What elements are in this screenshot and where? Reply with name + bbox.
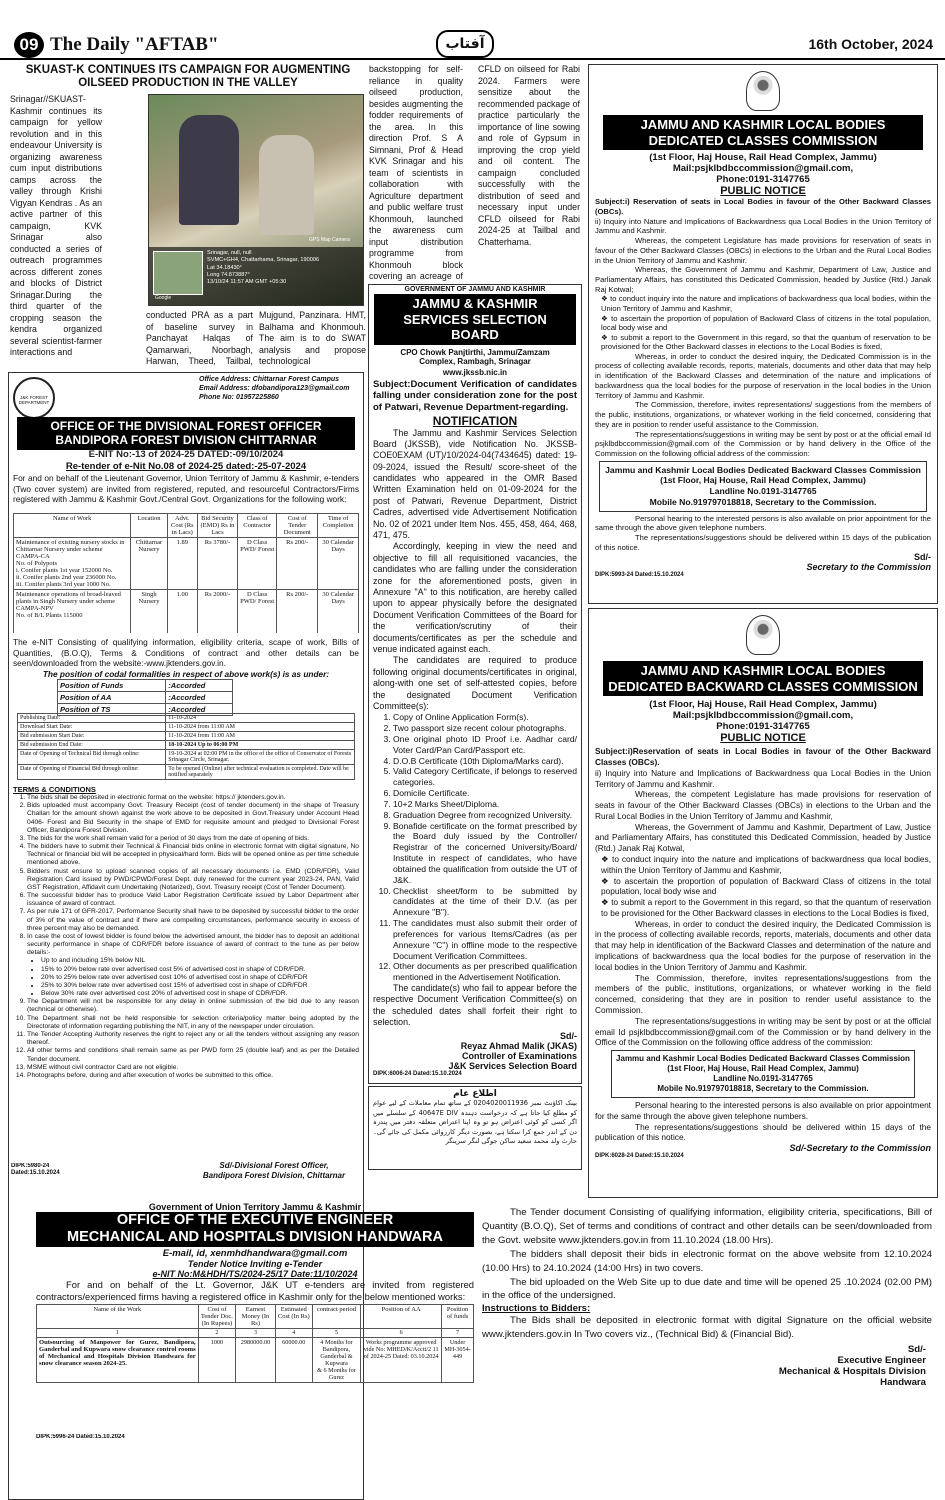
terms-text: The Department shall not be held responsible for selection criteria/policy matter being adopted by the Directorate of information regarding publishing the NIT, in any of the newspaper under circulation. bbox=[27, 1014, 359, 1030]
terms-item bbox=[27, 892, 359, 908]
table-cell: Chittarnar Nursery bbox=[131, 538, 167, 590]
table-cell: 6 bbox=[361, 1329, 442, 1338]
document-item: 9. Bonafide certificate on the format prescribed by the Board duly issued by the Controller/ Registrar of the concerned University/Board/ Institute in respect of candidates, who have obtained the qualification from outside the UT of J&K. bbox=[393, 821, 577, 886]
slab-item: • Below 30% rate over advertised cost 20% of advertised cost in shape of CDR/FDR. bbox=[41, 990, 359, 998]
table-cell: Publishing Date: bbox=[18, 714, 166, 723]
exen-tender-right: The Tender document Consisting of qualifying information, eligibility criteria, specifications, Bill of Quantity (B.O.Q), Set of terms and conditions of contract and other details can be seen/downloaded from the Govt. website www.jktenders.gov.in from 11.10.2024 (18.00 Hrs). The bidders shall deposit their bids in electronic format on the above website from 12.10.2024 (10.00 Hrs) to 24.10.2024 (14:00 Hrs) in two covers. The bid uploaded on the Web Site up to due date and time will be opened 25 .10.2024 (02.00 PM) in the office of the undersigned. Instructions to Bidders: The Bids shall be deposited in electronic format with digital Signature on the official website www.jktenders.gov.in In Two covers viz., (Technical Bid) & (Financial Bid). Sd/- Executive Engineer Mechanical & Hospitals Division Handwara bbox=[482, 1207, 932, 1389]
document-item: 3. One original photo ID Proof i.e. Aadhar card/ Voter Card/Pan Card/Passport etc. bbox=[393, 734, 577, 756]
paper-logo: آفتاب bbox=[436, 30, 494, 58]
codal-table bbox=[57, 679, 233, 716]
table-header: Name of Work bbox=[14, 514, 131, 538]
terms-text: The Tender Accepting Authority reserves the right to reject any or all the tenders without assigning any reason thereof. bbox=[27, 1030, 359, 1047]
table-cell: Outsourcing of Manpower for Gurez, Bandipora, Ganderbal and Kupwara snow clearance control rooms of Mechanical and Hospitals Division Handwara for snow clearance season 2024-25. bbox=[37, 1338, 199, 1383]
terms-text: All other terms and conditions shall remain same as per PWD form 25 (double leaf) and as per the Detailed Tender document. bbox=[27, 1047, 359, 1063]
skuast-col1: Srinagar//SKUAST-Kashmir continues its campaign for yellow revolution and in this endeavour University is organizing awareness cum input distributions camps across the valley through Krishi Vigyan Kendras . As an active partner of this campaign, KVK Srinagar also conducted a series of outreach programmes across different zones and blocks of District Srinagar.During the third quarter of the cropping season the kendra organized several scientist-farmer interactions and bbox=[10, 94, 102, 358]
terms-text: Bidders must ensure to upload scanned copies of all necessary documents i.e. EMD (CDR/FDR), Valid Registration Card issued by PWD/CPWD/Forest Dept. duly renewed for the current year 2023-24, PAN, Valid GST Registration, Affidavit cum Undertaking (Notarized), Govt. Treasury receipt (Cost of Tender Document). bbox=[27, 867, 359, 891]
forest-intro: For and on behalf of the Lieutenant Governor, Union Territory of Jammu & Kashmir, e-tenders (Two cover system) are invited from registered, reputed, and resourceful Contractors/Firms registered with Jammu & Kashmir Govt./Central Govt. Organizations for the following work: bbox=[13, 473, 359, 505]
terms-item bbox=[27, 1064, 359, 1072]
skuast-col2: backstopping for self-reliance in quality oilseed production, besides augmenting the fodder requirements of the area. In this direction Prof. S A Simnani, Prof & Head KVK Srinagar and his team of scientists in collaboration with Agriculture department and public welfare trust Khonmouh, launched the awareness cum input distribution programme from Khonmouh block covering an acreage of bbox=[369, 64, 463, 282]
table-header: Advt. Cost (Rs in Lacs) bbox=[167, 514, 197, 538]
photo-gps-overlay: Srinagar, null, null SVMC+GH4, Chattarhama, Srinagar, 190006 Lat 34.18430° Long 74.873887° 13/10/24 11:57 AM GMT +05:30 Google bbox=[149, 247, 364, 306]
table-row bbox=[18, 714, 355, 723]
terms-text: The bidders have to submit their Technical & Financial bids online in electronic format with digital signature, No Technical or financial bid will be accepted in physical/hard form. Bids will be opened online as per time schedule mentioned above. bbox=[27, 843, 359, 867]
table-cell: Date of Opening of Financial Bid through online: bbox=[18, 765, 166, 780]
table-cell: 2980000.00 bbox=[236, 1338, 276, 1383]
jkssb-notice: GOVERNMENT OF JAMMU AND KASHMIR JAMMU & KASHMIR SERVICES SELECTION BOARD CPO Chowk Panjtirthi, Jammu/Zamzam Complex, Rambagh, Srinagar www.jkssb.nic.in Subject:Document Verification of candidates falling under consideration zone for the post of Patwari, Revenue Department-regarding. NOTIFICATION The Jammu and Kashmir Services Selection Board (JKSSB), vide Notification No. JKSSB-COE0EXAM (UT)/10/2024-04(7434645) dated: 19-09-2024, issued the Result/ score-sheet of the candidates who appeared in the OMR Based Written Examination held on 01-09-2024 for the post of Patwari, Revenue Department, District Cadres, advertised vide Advertisement Notification No. 02 of 2021 under Item Nos. 455, 458, 464, 468, 471, 475. Accordingly, keeping in view the need and objective to fill all requisitioned vacancies, the candidates who are falling under the consideration zone for the aforementioned posts, given in Annexure "A" to this notification, are hereby called upon to appear physically before the designated Document Verification Committees of the Board for the verification/scrutiny of their documents/certificates as per the schedule and venue indicated against each. The candidates are required to produce following original documents/certificates in original, along-with one set of self-attested copies, before the designated Document Verification Committee(s): 1. Copy of Online Application Form(s). 2. Two passport size recent colour photographs. 3. One original photo ID Proof i.e. Aadhar card/ Voter Card/Pan Card/Passport etc. 4. D.O.B Certificate (10th Diploma/Marks card). 5. Valid Category Certificate, if belongs to reserved categories. 6. Domicile Certificate. 7. 10+2 Marks Sheet/Diploma. 8. Graduation Degree from recognized University. 9. Bonafide certificate on the format prescribed by the Board duly issued by the Controller/ Registrar of the concerned University/Board/ Institute in respect of candidates, who have obtained the qualification from outside the UT of J&K. 10. Checklist sheet/form to be submitted by candidates at the time of their D.V. (as per Annexure "B"). 11. The candidates must also submit their order of preferences for various Items/Cadres (as per Annexure "C") in offline mode to the respective Document Verification Committees. 12. Other documents as per prescribed qualification mentioned in the Advertisement Notification. The candidate(s) who fail to appear before the respective Document Verification Committee(s) on the scheduled dates shall forfeit their right to selection. Sd/- Reyaz Ahmad Malik (JKAS) Controller of Examinations J&K Services Selection Board DIPK:6006-24 Dated:15.10.2024 bbox=[368, 284, 582, 1084]
table-cell: 4 Months for Bandipora, Ganderbal & Kupwara & 6 Months for Gurez bbox=[312, 1338, 361, 1383]
table-cell: Bid submission End Date: bbox=[18, 741, 166, 750]
table-header-row bbox=[37, 1305, 474, 1329]
document-item: 11. The candidates must also submit their order of preferences for various Items/Cadres (as per Annexure "C") in offline mode to the respective Document Verification Committees. bbox=[393, 918, 577, 961]
table-row bbox=[14, 590, 359, 634]
terms-item bbox=[27, 794, 359, 802]
table-header: Location bbox=[131, 514, 167, 538]
table-cell: Works programme approved vide No: MHED/K/Acctt/2 11 of 2024-25 Dated: 03.10.2024 bbox=[361, 1338, 442, 1383]
table-cell: Maintenance operations of broad-leaved plants in Singh Nursery under scheme CAMPA-NPV No. of B/L Plants 115000 bbox=[14, 590, 131, 634]
bcc2-title: JAMMU AND KASHMIR LOCAL BODIES DEDICATED BACKWARD CLASSES COMMISSION bbox=[603, 661, 923, 696]
table-row bbox=[58, 680, 233, 692]
table-row bbox=[18, 765, 355, 780]
terms-text: MSME without civil contractor Card are not eligible. bbox=[27, 1063, 179, 1071]
table-header: Time of Completion bbox=[318, 514, 359, 538]
photo-person bbox=[259, 135, 314, 235]
dates-table bbox=[17, 713, 355, 780]
bullet-item: ❖ to conduct inquiry into the nature and implications of backwardness qua local bodies, within the Union Territory of Jammu and Kashmir, bbox=[601, 854, 931, 875]
skuast-photo: Srinagar, null, null SVMC+GH4, Chattarhama, Srinagar, 190006 Lat 34.18430° Long 74.873887° 13/10/24 11:57 AM GMT +05:30 Google GPS Map Camera bbox=[148, 94, 364, 306]
table-cell: :Accorded bbox=[166, 692, 233, 704]
ashoka-emblem-icon bbox=[746, 71, 780, 111]
table-header: Position of funds bbox=[442, 1305, 474, 1329]
table-cell: 11-10-2024 bbox=[166, 714, 355, 723]
table-cell: 4 bbox=[275, 1329, 312, 1338]
table-header: Position of AA bbox=[361, 1305, 442, 1329]
table-cell: 30 Calendar Days bbox=[318, 590, 359, 634]
table-cell: Rs 200/- bbox=[277, 538, 318, 590]
bullet-item: ❖ to ascertain the proportion of population of Backward Class of citizens in the total population, local body wise and bbox=[601, 313, 932, 333]
table-cell: Position of Funds bbox=[58, 680, 166, 692]
table-row bbox=[18, 723, 355, 732]
ashoka-emblem-icon bbox=[746, 615, 780, 655]
page-number: 09 bbox=[14, 32, 44, 58]
table-cell: 7 bbox=[442, 1329, 474, 1338]
forest-signature: Sd/-Divisional Forest Officer, Bandipora Forest Division, Chittarnar bbox=[202, 1161, 346, 1180]
slab-item: • Up to and including 15% below NIL bbox=[41, 957, 359, 965]
document-item: 10. Checklist sheet/form to be submitted by candidates at the time of their D.V. (as per Annexure "B"). bbox=[393, 886, 577, 918]
terms-item bbox=[27, 933, 359, 998]
terms-text: The bids for the work shall remain valid for a period of 30 days from the date of opening of bids. bbox=[27, 834, 310, 842]
table-header: Class of Contractor bbox=[238, 514, 277, 538]
table-header: contract period bbox=[312, 1305, 361, 1329]
terms-item bbox=[27, 1015, 359, 1031]
document-item: 5. Valid Category Certificate, if belongs to reserved categories. bbox=[393, 766, 577, 788]
table-row bbox=[18, 741, 355, 750]
forest-works-table bbox=[13, 513, 359, 633]
document-item: 2. Two passport size recent colour photographs. bbox=[393, 723, 577, 734]
exen-tender: Government of Union Territory Jammu & Kashmir OFFICE OF THE EXECUTIVE ENGINEER MECHANICAL AND HOSPITALS DIVISION HANDWARA E-mail, id, xenmhdhandwara@gmail.com Tender Notice Inviting e-Tender e-NIT No:M&HDH/TS/2024-25/17 Date:11/10/2024 For and on behalf of the Lt. Governor, J&K UT e-tenders are invited from registered contractors/experienced firms having a registered office in Kashmir only for the below mentioned works: Name of the Work Cost of Tender Doc. (In Rupees) Earnest Money (In Rs) Estimated Cost (In Rs) contract period Position of AA Position of funds 1 2 3 4 5 6 7 Outsourcing of Manpower for Gurez, Bandipora, Ganderbal and Kupwara snow clearance control rooms of Mechanical and Hospitals Division Handwara for snow clearance season 2024-25. 1000 2980000.00 60000.00 4 Months for Bandipora, Ganderbal & Kupwara & 6 Months for Gurez Works programme approved vide No: MHED/K/Acctt/2 11 of 2024-25 Dated: 03.10.2024 Under MH-3054-449 bbox=[36, 1202, 474, 1382]
photo-person bbox=[179, 115, 239, 225]
terms-item bbox=[27, 908, 359, 933]
table-cell: D Class PWD/ Forest bbox=[238, 590, 277, 634]
bullet-item: ❖ to submit a report to the Government in this regard, so that the quantum of reservation to be provisioned for the Other Backward classes in elections to the Local Bodies is fixed, bbox=[601, 897, 931, 918]
document-item: 1. Copy of Online Application Form(s). bbox=[393, 712, 577, 723]
table-header: Name of the Work bbox=[37, 1305, 199, 1329]
table-cell: D Class PWD/ Forest bbox=[238, 538, 277, 590]
terms-text: The Department will not be responsible for any delay in online submission of the bid due to any reason (technical or otherwise). bbox=[27, 998, 359, 1014]
codal-title: The position of codal formalities in respect of above work(s) is as under: bbox=[42, 669, 330, 679]
table-cell: Rs 200/- bbox=[277, 590, 318, 634]
slab-list bbox=[41, 957, 359, 998]
terms-title: TERMS & CONDITIONS bbox=[13, 785, 96, 794]
table-cell: 1.89 bbox=[167, 538, 197, 590]
table-cell: Download Start Date: bbox=[18, 723, 166, 732]
document-item: 7. 10+2 Marks Sheet/Diploma. bbox=[393, 799, 577, 810]
bullet-item: ❖ to conduct inquiry into the nature and implications of backwardness qua local bodies, within the Union Territory of Jammu and Kashmir, bbox=[601, 294, 931, 313]
forest-seal: J&K FOREST DEPARTMENT bbox=[13, 377, 55, 419]
terms-text: As per rule 171 of GFR-2017, Performance Security shall have to be deposited by successful bidder to the order of 3% of the value of contract and if there are compelling circumstances, performance security in excess of three percent may also be demanded. bbox=[27, 908, 359, 932]
document-item: 12. Other documents as per prescribed qualification mentioned in the Advertisement Notification. bbox=[393, 961, 577, 983]
table-cell: 1000 bbox=[198, 1338, 235, 1383]
table-cell: Bid submission Start Date: bbox=[18, 732, 166, 741]
table-cell: Singh Nursery bbox=[131, 590, 167, 634]
table-cell: Date of Opening of Technical Bid through online: bbox=[18, 750, 166, 765]
table-cell: Under MH-3054-449 bbox=[442, 1338, 474, 1383]
table-header: Earnest Money (In Rs) bbox=[236, 1305, 276, 1329]
table-cell: 5 bbox=[312, 1329, 361, 1338]
terms-text: Bids uploaded must accompany Govt. Treasury Receipt (cost of tender document) in the shape of Treasury Challan for the amount shown against the work above to be deposited in Govt.Treasury under Account Head 0406- Forest and Bid Security in the shape of EMD for requisite amount and pledged to Divisional Forest Officer, Bandipora Forest Division. bbox=[27, 802, 359, 834]
slab-item: • 15% to 20% below rate over advertised cost 5% of advertised cost in shape of CDR/FDR. bbox=[41, 966, 359, 974]
table-cell: :Accorded bbox=[166, 704, 233, 716]
skuast-headline: SKUAST-K CONTINUES ITS CAMPAIGN FOR AUGMENTING OILSEED PRODUCTION IN THE VALLEY bbox=[25, 64, 351, 90]
bullet-item: ❖ to submit a report to the Government in this regard, so that the quantum of reservation to be provisioned for the Other Backward classes in elections to the Local Bodies is fixed, bbox=[601, 332, 932, 352]
table-header: Bid Security (EMD) Rs in Lacs bbox=[197, 514, 237, 538]
table-row bbox=[37, 1338, 474, 1383]
bcc1-address-box: Jammu and Kashmir Local Bodies Dedicated Backward Classes Commission (1st Floor, Haj House, Rail Head Complex, Jammu) Landline No.0191-3147765 Mobile No.919797018818, Secretary to the Commission. bbox=[599, 461, 927, 512]
terms-item bbox=[27, 1072, 359, 1080]
terms-text: In case the cost of lowest bidder is found below the advertised amount, the bidder has to deposit an additional security performance in shape of CDR/FDR before issuance of award of contract to the tune as per below details:- bbox=[27, 932, 359, 957]
table-cell: Rs 2000/- bbox=[197, 590, 237, 634]
table-cell: 11-10-2024 from 11:00 AM bbox=[166, 732, 355, 741]
terms-item bbox=[27, 802, 359, 835]
terms-item bbox=[27, 835, 359, 843]
table-header: Estimated Cost (In Rs) bbox=[275, 1305, 312, 1329]
masthead bbox=[0, 30, 945, 60]
forest-enit: E-NIT No:-13 of 2024-25 DATED:-09/10/2024 bbox=[88, 449, 284, 460]
forest-enit-text: The e-NIT Consisting of qualifying information, eligibility criteria, scape of work, Bills of Quantities, (B.O.Q), Terms & Conditions of contract and other details can be seen/downloaded from the website:-www.jktenders.gov.in. bbox=[13, 637, 359, 669]
table-cell: 2 bbox=[198, 1329, 235, 1338]
terms-item bbox=[27, 843, 359, 868]
table-row bbox=[18, 750, 355, 765]
exen-title: OFFICE OF THE EXECUTIVE ENGINEER MECHANICAL AND HOSPITALS DIVISION HANDWARA bbox=[36, 1212, 474, 1247]
bcc1-title: JAMMU AND KASHMIR LOCAL BODIES DEDICATED CLASSES COMMISSION bbox=[603, 115, 923, 150]
slab-item: • 20% to 25% below rate over advertised cost 10% of advertised cost in shape of CDR/FDR bbox=[41, 974, 359, 982]
table-cell: Position of TS bbox=[58, 704, 166, 716]
map-thumbnail bbox=[153, 251, 203, 295]
table-row bbox=[58, 692, 233, 704]
skuast-col3: CFLD on oilseed for Rabi 2024. Farmers were sensitize about the recommended package of practice particularly the importance of line sowing and role of Gypsum in improving the crop yield and oil content. The campaign concluded successfully with the distribution of seed and necessary input under CFLD oilseed for Rabi 2024-25 at Tailbal and Chatterhama. bbox=[478, 64, 580, 247]
table-cell: Maintenance of existing nursery stocks in Chittarnar Nursery under scheme CAMPA-CA No. of Polypots i. Conifer plants 1st year 152000 No. ii. Conifer plants 2nd year 236000 No. iii. Conifer plants 3rd year 1000 No. bbox=[14, 538, 131, 590]
urdu-notice: اطلاع عام بینک اکاؤنٹ نمبر 0204020011936 کے ساتھ تمام معاملات کے لیے عوام کو مطلع کیا جاتا ہے کہ درخواست دہندہ 40647E DIV کے سلسلے میں اگر کسی کو کوئی اعتراض ہو تو وہ اپنا اعتراض متعلقہ دفتر میں پندرہ دن کے اندر جمع کرا سکتا ہے، بصورت دیگر کارروائی مکمل کی جائے گی۔ حارث ولد محمد سعید ساکن جوگی لنگر سرینگر bbox=[368, 1086, 582, 1170]
forest-retender: Re-tender of e-Nit No.08 of 2024-25 dated:-25-07-2024 bbox=[65, 461, 307, 472]
bcc-notice-2: JAMMU AND KASHMIR LOCAL BODIES DEDICATED BACKWARD CLASSES COMMISSION (1st Floor, Haj House, Rail Head Complex, Jammu) Mail:psjklbdbccommission@gmail.com, Phone:0191-3147765 PUBLIC NOTICE Subject:i)Reservation of seats in Local Bodies in favour of the Other Backward Classes (OBCs). ii) Inquiry into Nature and Implications of Backwardness qua Local Bodies in the Union Territory of Jammu and Kashmir. Whereas, the competent Legislature has made provisions for reservation of seats in favour of the Other Backward Classes (OBCs) in elections to the Urban and the Rural Local Bodies in the Union Territory of Jammu and Kashmir, Whereas, the Government of Jammu and Kashmir, Department of Law, Justice and Parliamentary Affairs, has constituted this Dedicated Commission, headed by Justice (Rtd.) Janak Raj Kotwal, ❖ to conduct inquiry into the nature and implications of backwardness qua local bodies, within the Union Territory of Jammu and Kashmir, ❖ to ascertain the proportion of population of Backward Class of citizens in the total population, local body wise and ❖ to submit a report to the Government in this regard, so that the quantum of reservation to be provisioned for the Other Backward classes in elections to the Local Bodies is fixed, Whereas, in order to conduct the desired inquiry, the Dedicated Commission is in the process of collecting available records, reports, materials, documents and other data that may help in identification of the Backward Classes and determination of the nature and implications of backwardness qua the local bodies for the purpose of reservation in the local bodies in the Union Territory of Jammu and Kashmir. The Commission, therefore, invites representations/suggestions from the members of the public, institutions, organizations, or whatever working in the field concerned, considering that they are in position to render useful assistance to the Commission. The representations/suggestions in writing may be sent by post or at the official email Id psjklbdbccommission@gmail.com of the Commission or by hand delivery in the Office of the Commission on the following office address of the commission: Jammu and Kashmir Local Bodies Dedicated Backward Classes Commission (1st Floor, Haj House, Rail Head Complex, Jammu) Landline No.0191-3147765 Mobile No.919797018818, Secretary to the Commission. Personal hearing to the interested persons is also available on prior appointment for the same through the above given telephone numbers. The representations/suggestions should be delivered within 15 days of the publication of this notice. Sd/-Secretary to the Commission DIPK:6028-24 Dated:15.10.2024 bbox=[588, 608, 938, 1198]
bcc2-address-box: Jammu and Kashmir Local Bodies Dedicated Backward Classes Commission (1st Floor, Haj House, Rail Head Complex, Jammu) Landline No.0191-3147765 Mobile No.919797018818, Secretary to the Commission. bbox=[611, 1050, 915, 1098]
terms-text: Photographs before, during and after execution of works be submitted to this office. bbox=[27, 1071, 273, 1079]
table-row bbox=[18, 732, 355, 741]
bcc-notice-1: JAMMU AND KASHMIR LOCAL BODIES DEDICATED CLASSES COMMISSION (1st Floor, Haj House, Rail Head Complex, Jammu) Mail:psjklbdbccommission@gmail.com, Phone:0191-3147765 PUBLIC NOTICE Subject:i) Reservation of seats in Local Bodies in favour of the Other Backward Classes (OBCs). ii) Inquiry into Nature and Implications of Backwardness qua Local Bodies in the Union Territory of Jammu and Kashmir. Whereas, the competent Legislature has made provisions for reservation of seats in favour of the Other Backward Classes (OBCs) in elections to the Urban and the Rural Local Bodies in the Union Territory of Jammu and Kashmir. Whereas, the Government of Jammu and Kashmir, Department of Law, Justice and Parliamentary Affairs, has constituted this Dedicated Commission, headed by Justice (Rtd.) Janak Raj Kotwal; ❖ to conduct inquiry into the nature and implications of backwardness qua local bodies, within the Union Territory of Jammu and Kashmir, ❖ to ascertain the proportion of population of Backward Class of citizens in the total population, local body wise and ❖ to submit a report to the Government in this regard, so that the quantum of reservation to be provisioned for the Other Backward classes in elections to the Local Bodies is fixed, Whereas, in order to conduct the desired inquiry, the Dedicated Commission is in the process of collecting available records, reports, materials, documents and other data that may help in identification of the Backward Classes and determination of the nature and implications of backwardness qua the local bodies for the purpose of reservation in the local bodies in the Union Territory of Jammu and Kashmir. The Commission, therefore, invites representations/ suggestions from the members of the public, institutions, organizations, or whatever working in the field concerned, considering that they are in position to render useful assistance to the Commission. The representations/suggestions in writing may be sent by post or at the official email Id psjklbdbccommission@gmail.com of the Commission or by hand delivery in the Office of the Commission on the following official address of the commission: Jammu and Kashmir Local Bodies Dedicated Backward Classes Commission (1st Floor, Haj House, Rail Head Complex, Jammu) Landline No.0191-3147765 Mobile No.919797018818, Secretary to the Commission. Personal hearing to the interested persons is also available on prior appointment for the same through the above given telephone numbers. The representations/suggestions should be delivered within 15 days of the publication of this notice. Sd/- Secretary to the Commission DIPK:5993-24 Dated:15.10.2024 bbox=[588, 64, 938, 604]
exen-works-table bbox=[36, 1304, 474, 1383]
bullet-item: ❖ to ascertain the proportion of population of Backward Class of citizens in the total population, local body wise and bbox=[601, 875, 931, 897]
table-cell: 11-10-2024 from 11:00 AM bbox=[166, 723, 355, 732]
table-cell: 18-10-2024 Up to 06:00 PM bbox=[166, 741, 355, 750]
table-header: Cost of Tender Document bbox=[277, 514, 318, 538]
terms-text: The bids shall be deposited in electronic format on the website: https:// jktenders.gov.in. bbox=[27, 794, 286, 801]
table-number-row bbox=[37, 1329, 474, 1338]
terms-text: The successful bidder has to produce Valid Labor Registration Certificate issued by Labor Department after issuance of award of contract. bbox=[27, 892, 359, 908]
table-cell: 30 Calendar Days bbox=[318, 538, 359, 590]
skuast-under-photo: conducted PRA as a part of baseline survey in Panchayat Halqas of Qamarwari, Noorbagh, Harwan, Theed, Tailbal, Mujgund, Panzinara. HMT, Balhama and Khonmouh. The aim is to do SWAT analysis and propose technological bbox=[146, 310, 366, 367]
jkssb-title: JAMMU & KASHMIR SERVICES SELECTION BOARD bbox=[374, 294, 576, 345]
table-cell: :Accorded bbox=[166, 680, 233, 692]
table-row bbox=[14, 538, 359, 590]
issue-date: 16th October, 2024 bbox=[808, 36, 933, 52]
table-cell: Rs 3780/- bbox=[197, 538, 237, 590]
table-header: Cost of Tender Doc. (In Rupees) bbox=[198, 1305, 235, 1329]
terms-item bbox=[27, 998, 359, 1014]
document-item: 4. D.O.B Certificate (10th Diploma/Marks card). bbox=[393, 756, 577, 767]
exen-dipk: DIPK:5996-24 Dated:15.10.2024 bbox=[36, 1434, 125, 1440]
table-cell: 19-10-2024 at 02:00 PM in the office of the office of Conservator of Forests Srinagar Circle, Srinagar. bbox=[166, 750, 355, 765]
table-cell: To be opened (Online) after technical evaluation is completed. Date will be notified separately bbox=[166, 765, 355, 780]
terms-item bbox=[27, 1047, 359, 1063]
forest-title: OFFICE OF THE DIVISIONAL FOREST OFFICER BANDIPORA FOREST DIVISION CHITTARNAR bbox=[17, 417, 355, 450]
table-cell: 1 bbox=[37, 1329, 199, 1338]
forest-contact: Office Address: Chittarnar Forest Campus Email Address: dfobandipora123@gmail.com Phone No: 01957225860 bbox=[199, 376, 350, 402]
table-cell: Position of AA bbox=[58, 692, 166, 704]
paper-name: The Daily "AFTAB" bbox=[50, 34, 219, 55]
document-item: 6. Domicile Certificate. bbox=[393, 788, 577, 799]
terms-item bbox=[27, 868, 359, 893]
terms-item bbox=[27, 1031, 359, 1047]
document-item: 8. Graduation Degree from recognized University. bbox=[393, 810, 577, 821]
forest-dipk: DIPK:5980-24 Dated:15.10.2024 bbox=[11, 1163, 60, 1177]
slab-item: • 25% to 30% below rate over advertised cost 15% of advertised cost in shape of CDR/FDR bbox=[41, 982, 359, 990]
table-cell: 3 bbox=[236, 1329, 276, 1338]
table-cell: 60000.00 bbox=[275, 1338, 312, 1383]
table-cell: 1.00 bbox=[167, 590, 197, 634]
